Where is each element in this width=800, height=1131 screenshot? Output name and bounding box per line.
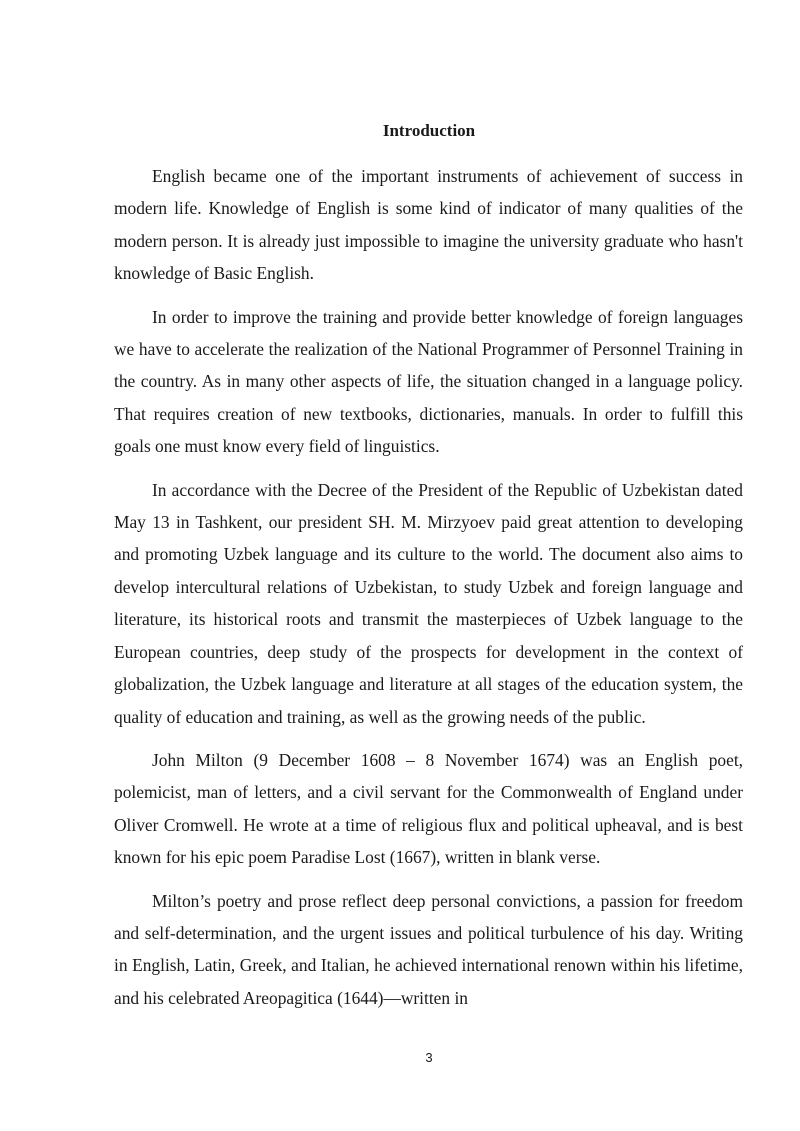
paragraph-4: John Milton (9 December 1608 – 8 November 1674) was an English poet, polemicist, man of letters, and a civil servant for the Commonwealth of England under Oliver Cromwell. He wrote at a time of religious flux and political upheaval, and is best known for his epic poem Paradise Lost (1667), written in blank verse. bbox=[114, 749, 743, 868]
paragraph-3: In accordance with the Decree of the President of the Republic of Uzbekistan dated May 13 in Tashkent, our president SH. M. Mirzyoev paid great attention to developing and promoting Uzbek language and its culture to the world. The document also aims to develop intercultural relations of Uzbekistan, to study Uzbek and foreign language and literature, its historical roots and transmit the masterpieces of Uzbek language to the European countries, deep study of the prospects for development in the context of globalization, the Uzbek language and literature at all stages of the education system, the quality of education and training, as well as the growing needs of the public. bbox=[114, 479, 743, 727]
page-title: Introduction bbox=[382, 121, 476, 140]
page-number: 3 bbox=[425, 1050, 433, 1065]
paragraph-1: English became one of the important instruments of achievement of success in modern life. Knowledge of English is some kind of indicator of many qualities of the modern person. It is already just impossible to imagine the university graduate who hasn't knowledge of Basic English. bbox=[114, 166, 743, 284]
paragraph-2: In order to improve the training and provide better knowledge of foreign languages we have to accelerate the realization of the National Programmer of Personnel Training in the country. As in many other aspects of life, the situation changed in a language policy. That requires creation of new textbooks, dictionaries, manuals. In order to fulfill this goals one must know every field of linguistics. bbox=[114, 306, 743, 457]
body-text bbox=[114, 160, 743, 1025]
paragraph-5: Milton’s poetry and prose reflect deep personal convictions, a passion for freedom and self-determination, and the urgent issues and political turbulence of his day. Writing in English, Latin, Greek, and Italian, he achieved international renown within his lifetime, and his celebrated Areopagitica (1644)—written in bbox=[114, 890, 743, 1008]
